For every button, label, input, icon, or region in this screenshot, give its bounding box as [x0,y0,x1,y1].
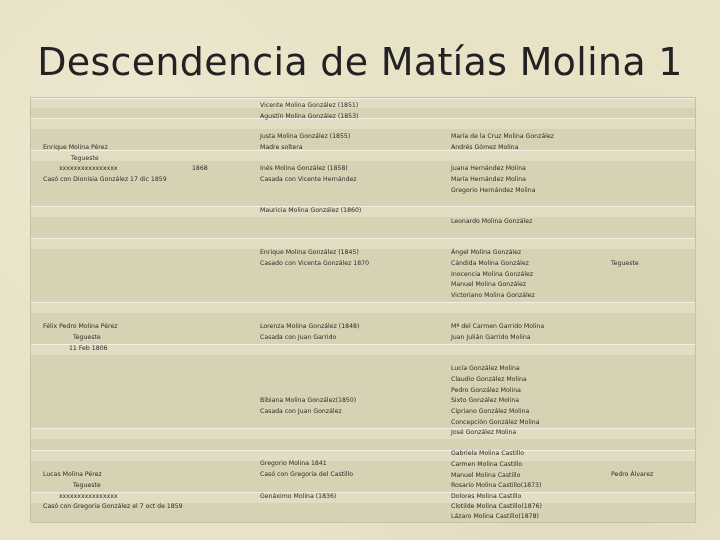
grandchild-entry: Concepción González Molina [451,419,540,426]
year-label: 1868 [192,165,208,172]
grandchild-entry: Victoriano Molina González [451,292,535,299]
child-entry: Genáximo Molina (1836) [260,493,337,500]
row-band [31,206,695,217]
grandchild-entry: Sixto González Molina [451,397,520,404]
genealogy-table [30,97,696,523]
grandchild-entry: Ángel Molina González [451,249,522,256]
grandchild-entry: Juan Julián Garrido Molina [451,334,531,341]
child-entry: Casada con Juan Garrido [260,334,337,341]
child-entry: Enrique Molina González (1845) [260,249,359,256]
felix-place: Tegueste [73,334,101,341]
grandchild-entry: María de la Cruz Molina González [451,133,554,140]
child-entry: Agustín Molina González (1853) [260,113,359,120]
grandchild-entry: Juana Hernández Molina [451,165,526,172]
row-band [31,344,695,355]
grandchild-entry: Lucía González Molina [451,365,520,372]
child-entry: Vicente Molina González (1851) [260,102,359,109]
lucas-name: Lucas Molina Pérez [43,471,102,478]
child-entry: Justa Molina González (1855) [260,133,351,140]
child-entry: Casado con Vicenta González 1870 [260,260,370,267]
grandchild-entry: Leonardo Molina González [451,218,533,225]
place-label: Tegueste [611,260,639,267]
grandchild-entry: Manuel Molina González [451,281,527,288]
child-entry: Madre soltera [260,144,303,151]
page-title: Descendencia de Matías Molina 1 [37,40,683,84]
row-band [31,238,695,249]
enrique-date: xxxxxxxxxxxxxxxx [59,165,118,172]
child-entry: Inés Molina González (1858) [260,165,348,172]
grandchild-entry: Cándida Molina González [451,260,529,267]
grandchild-entry: Dolores Molina Castillo [451,493,522,500]
grandchild-entry: Andrés Gómez Molina [451,144,519,151]
grandchild-entry: Rosario Molina Castillo(1873) [451,482,542,489]
enrique-place: Tegueste [71,155,99,162]
grandchild-entry: Clotilde Molina Castillo(1876) [451,503,542,510]
felix-date: 11 Feb 1806 [69,345,108,352]
child-entry: Casó con Gregoria del Castillo [260,471,354,478]
grandchild-entry: Gabriela Molina Castillo [451,450,525,457]
child-entry: Lorenza Molina González (1848) [260,323,360,330]
grandchild-entry: Lázaro Molina Castillo(1878) [451,513,539,520]
grandchild-entry: José González Molina [451,429,517,436]
row-band [31,118,695,129]
row-band [31,302,695,313]
row-band [31,428,695,439]
grandchild-entry: Manuel Molina Castillo [451,472,521,479]
felix-name: Félix Pedro Molina Pérez [43,323,118,330]
child-entry: Gregorio Molina 1841 [260,460,327,467]
grandchild-entry: Mª del Carmen Garrido Molina [451,323,545,330]
lucas-date: xxxxxxxxxxxxxxxx [59,493,118,500]
lucas-place: Tegueste [73,482,101,489]
grandchild-entry: Claudio González Molina [451,376,527,383]
grandchild-entry: Gregorio Hernández Molina [451,187,536,194]
child-entry: Casada con Vicente Hernández [260,176,357,183]
row-band [31,150,695,161]
spouse-label: Pedro Álvarez [611,471,654,478]
enrique-marriage: Casó con Dionisia González 17 dic 1859 [43,176,167,183]
lucas-marriage: Casó con Gregoria González el 7 oct de 1859 [43,503,183,510]
grandchild-entry: Carmen Molina Castillo [451,461,523,468]
child-entry: Mauricia Molina González (1860) [260,207,362,214]
grandchild-entry: Pedro González Molina [451,387,521,394]
child-entry: Casada con Juan González [260,408,342,415]
grandchild-entry: Cipriano González Molina [451,408,530,415]
enrique-name: Enrique Molina Pérez [43,144,108,151]
grandchild-entry: María Hernández Molina [451,176,526,183]
child-entry: Bibiana Molina González(1850) [260,397,357,404]
row-band [31,450,695,461]
row-band [31,98,695,108]
grandchild-entry: Inocencia Molina González [451,271,534,278]
